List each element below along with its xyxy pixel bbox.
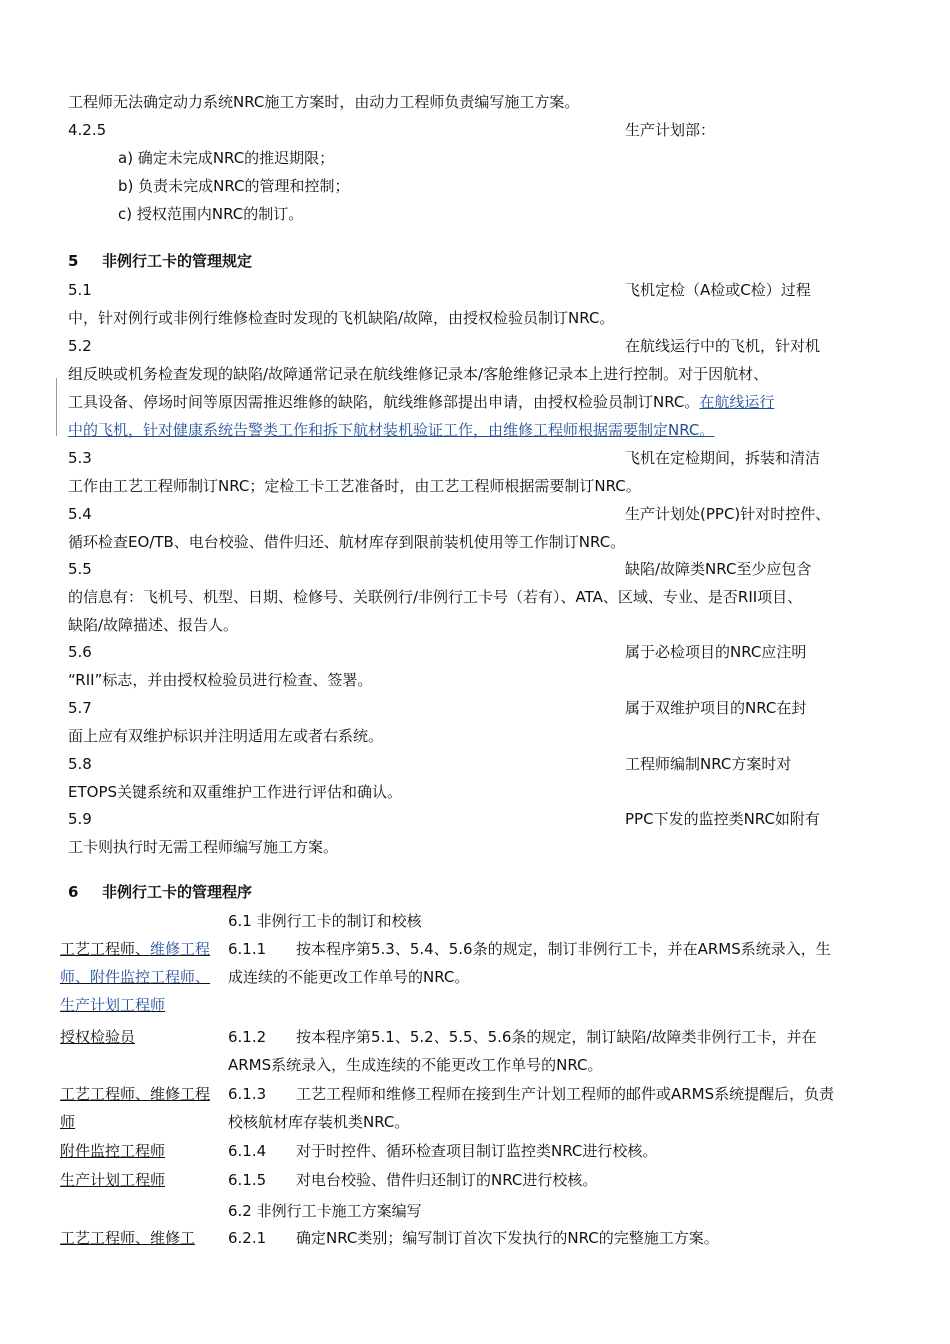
step-text: 确定NRC类别；编写制订首次下发执行的NRC的完整施工方案。 — [296, 1229, 719, 1247]
procedure-step — [228, 1137, 840, 1165]
section-title: 非例行工卡的管理程序 — [102, 883, 253, 901]
clause-text: 在航线运行中的飞机，针对机 — [625, 337, 821, 355]
paragraph-line: 工程师无法确定动力系统NRC施工方案时，由动力工程师负责编写施工方案。 — [68, 93, 580, 111]
section-number: 6 — [68, 883, 79, 901]
clause-text: 缺陷/故障类NRC至少应包含 — [625, 560, 812, 578]
step-number: 6.1.5 — [228, 1171, 267, 1189]
section-title: 非例行工卡的管理规定 — [102, 252, 253, 270]
revised-text: 在航线运行 — [699, 393, 775, 411]
clause-text: 飞机定检（A检或C检）过程 — [625, 281, 811, 299]
revised-text: 中的飞机，针对健康系统告警类工作和拆下航材装机验证工作，由维修工程师根据需要制定NRC。 — [68, 421, 715, 439]
responsible-role: 生产计划工程师 — [60, 1171, 166, 1189]
section-heading — [68, 882, 252, 902]
responsible-role: 工艺工程师、维修工程师 — [60, 1085, 211, 1131]
list-item: a) 确定未完成NRC的推迟期限； — [118, 149, 335, 167]
paragraph-line — [68, 392, 842, 414]
step-number: 6.1.3 — [228, 1085, 267, 1103]
clause-number: 4.2.5 — [68, 121, 107, 139]
step-text: 按本程序第5.3、5.4、5.6条的规定，制订非例行工卡，并在ARMS系统录入，生成连续的不能更改工作单号的NRC。 — [228, 940, 831, 986]
responsible-role — [60, 935, 212, 1019]
clause-number: 5.5 — [68, 560, 92, 578]
procedure-step — [228, 1224, 840, 1252]
procedure-step — [228, 1166, 840, 1194]
clause-text: 属于双维护项目的NRC在封 — [625, 699, 807, 717]
clause-number: 5.3 — [68, 449, 92, 467]
clause-number: 5.4 — [68, 505, 92, 523]
responsible-role: 授权检验员 — [60, 1028, 136, 1046]
list-item: c) 授权范围内NRC的制订。 — [118, 205, 304, 223]
subsection-heading: 6.2 非例行工卡施工方案编写 — [228, 1202, 422, 1220]
revision-bar — [56, 378, 57, 436]
section-heading — [68, 251, 252, 271]
step-text: 对于时控件、循环检查项目制订监控类NRC进行校核。 — [296, 1142, 658, 1160]
clause-text: 属于必检项目的NRC应注明 — [625, 643, 807, 661]
section-number: 5 — [68, 252, 79, 270]
subsection-heading: 6.1 非例行工卡的制订和校核 — [228, 912, 422, 930]
paragraph-line: 循环检查EO/TB、电台校验、借件归还、航材库存到限前装机使用等工作制订NRC。 — [68, 533, 626, 551]
clause-number: 5.2 — [68, 337, 92, 355]
paragraph-line: “RII”标志，并由授权检验员进行检查、签署。 — [68, 671, 373, 689]
procedure-step — [228, 935, 840, 991]
paragraph-line: 面上应有双维护标识并注明适用左或者右系统。 — [68, 727, 384, 745]
responsible-role: 附件监控工程师 — [60, 1142, 166, 1160]
role-text-revised: 维修工程师、附件监控工程师、生产计划工程师 — [60, 940, 211, 1014]
responsible-role: 工艺工程师、维修工 — [60, 1229, 196, 1247]
paragraph-line: ETOPS关键系统和双重维护工作进行评估和确认。 — [68, 783, 403, 801]
paragraph-line: 的信息有：飞机号、机型、日期、检修号、关联例行/非例行工卡号（若有）、ATA、区域、专业、是否RII项目、 — [68, 588, 803, 606]
clause-number: 5.1 — [68, 281, 92, 299]
step-number: 6.1.4 — [228, 1142, 267, 1160]
step-number: 6.2.1 — [228, 1229, 267, 1247]
paragraph-line: 工作由工艺工程师制订NRC；定检工卡工艺准备时，由工艺工程师根据需要制订NRC。 — [68, 477, 641, 495]
paragraph-line: 工卡则执行时无需工程师编写施工方案。 — [68, 838, 339, 856]
step-number: 6.1.2 — [228, 1028, 267, 1046]
paragraph-line: 组反映或机务检查发现的缺陷/故障通常记录在航线维修记录本/客舱维修记录本上进行控制。对于因航材、 — [68, 365, 769, 383]
paragraph-text: 工具设备、停场时间等原因需推迟维修的缺陷，航线维修部提出申请，由授权检验员制订NRC。 — [68, 393, 700, 411]
clause-text: 飞机在定检期间，拆装和清洁 — [625, 449, 821, 467]
paragraph-line: 中，针对例行或非例行维修检查时发现的飞机缺陷/故障，由授权检验员制订NRC。 — [68, 309, 615, 327]
clause-title: 生产计划部： — [625, 121, 716, 139]
list-item: b) 负责未完成NRC的管理和控制； — [118, 177, 350, 195]
role-text: 工艺工程师、 — [60, 940, 151, 958]
clause-number: 5.7 — [68, 699, 92, 717]
clause-number: 5.6 — [68, 643, 92, 661]
clause-text: 生产计划处(PPC)针对时控件、 — [625, 505, 831, 523]
procedure-step — [228, 1080, 840, 1136]
step-text: 按本程序第5.1、5.2、5.5、5.6条的规定，制订缺陷/故障类非例行工卡，并在ARMS系统录入，生成连续的不能更改工作单号的NRC。 — [228, 1028, 817, 1074]
procedure-step — [228, 1023, 840, 1079]
clause-number: 5.8 — [68, 755, 92, 773]
paragraph-line: 缺陷/故障描述、报告人。 — [68, 616, 239, 634]
step-text: 工艺工程师和维修工程师在接到生产计划工程师的邮件或ARMS系统提醒后，负责校核航材库存装机类NRC。 — [228, 1085, 835, 1131]
step-number: 6.1.1 — [228, 940, 267, 958]
clause-text: PPC下发的监控类NRC如附有 — [625, 810, 820, 828]
clause-number: 5.9 — [68, 810, 92, 828]
step-text: 对电台校验、借件归还制订的NRC进行校核。 — [296, 1171, 598, 1189]
clause-text: 工程师编制NRC方案时对 — [625, 755, 792, 773]
